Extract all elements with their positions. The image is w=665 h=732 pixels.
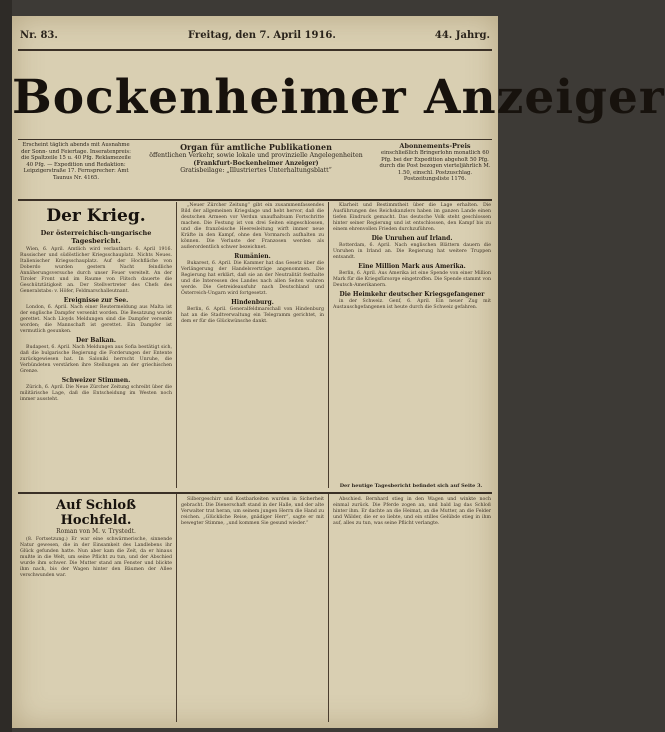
- organ-supplement: Gratisbeilage: „Illustriertes Unterhaltungsblatt“: [180, 167, 332, 175]
- war-subhead: Der österreichisch-ungarische Tagesbericht.: [40, 229, 152, 245]
- page-binding: [0, 0, 12, 732]
- swiss-subhead: Schweizer Stimmen.: [61, 377, 131, 384]
- prisoners-body: in der Schweiz. Genf, 6. April. Ein neuer Zug mit Austauschgefangenen ist heute durch die Schweiz gefahren.: [333, 299, 491, 310]
- balkan-body: Budapest, 6. April. Nach Meldungen aus Sofia bestätigt sich, daß die bulgarische Regierung die Forderungen der Entente zurückgewiesen hat. In Saloniki herrscht Unruhe, die Verbündeten verstärken ihre Stellungen an der griechischen Grenze.: [20, 345, 172, 374]
- column-divider: [176, 494, 177, 722]
- organ-body: öffentlichen Verkehr, sowie lokale und provinzielle Angelegenheiten: [149, 152, 363, 159]
- balkan-subhead: Der Balkan.: [75, 337, 116, 344]
- col2-body: „Neuer Zürcher Zeitung“ gibt ein zusammenfassendes Bild der allgemeinen Kriegslage und hebt hervor, daß die deutschen Armeen vor Verdun unaufhaltsam Fortschritte machen. Die Festung ist von drei Seiten eingeschlossen, und die französische Heeresleitung wirft immer neue Kräfte in den Kampf, ohne den Vormarsch aufhalten zu können. Die Verluste der Franzosen werden als außerordentlich schwer bezeichnet.: [181, 203, 324, 250]
- sea-body: London, 6. April. Nach einer Reutermeldung aus Malta ist der englische Dampfer versenkt worden. Die Besatzung wurde gerettet. Nach Lloyds Meldungen sind die Dampfer versenkt worden; die Mannschaft ist gerettet. Ein Dampfer ist vermutlich gesunken.: [20, 305, 172, 334]
- unrest-subhead: Die Unruhen auf Irland.: [371, 235, 453, 242]
- issue-number: Nr. 83.: [20, 30, 58, 41]
- publication-info-text: Erscheint täglich abends mit Ausnahme der Sonn- und Feiertage. Inseratenpreis: die Spaltzeile 15 u. 40 Pfg. Reklamezeile 40 Pfg. — Expedition und Redaktion: Leipzigerstraße 17. Fernsprecher: Amt Taunus Nr. 4165.: [21, 142, 131, 181]
- romania-subhead: Rumänien.: [234, 253, 271, 260]
- war-headline: Der Krieg.: [46, 206, 146, 226]
- masthead-title: Bockenheimer Anzeiger: [12, 70, 665, 125]
- col3-body: Klarheit und Bestimmtheit über die Lage erhalten. Die Ausführungen des Reichskanzlers haben im ganzen Lande einen tiefen Eindruck gemacht. Das deutsche Volk steht geschlossen hinter seiner Regierung und ist entschlossen, den Kampf bis zu einem ehrenvollen Frieden durchzuführen.: [333, 203, 491, 232]
- volume-number: 44. Jahrg.: [434, 30, 490, 41]
- serial-body: (8. Fortsetzung.) Er war eine schwärmerische, sinnende Natur gewesen, die in der Einsamkeit des Landlebens ihr Glück gefunden hatte. Nun aber kam die Zeit, da er hinaus mußte in die Welt, um seine Pflicht zu tun, und der Abschied wurde ihm schwer. Die Mutter stand am Fenster und blickte ihm nach, bis der Wagen hinter den Bäumen der Allee verschwunden war.: [20, 537, 172, 578]
- publication-info: [20, 142, 132, 196]
- war-situation-article: [181, 203, 324, 488]
- war-article: [20, 202, 172, 488]
- dateline: [18, 30, 492, 46]
- million-subhead: Eine Million Mark aus Amerika.: [358, 263, 466, 270]
- news-column: [333, 203, 491, 480]
- organ-info: [144, 142, 368, 196]
- column-divider: [176, 202, 177, 488]
- column-divider: [328, 202, 329, 488]
- subscription-title: Abonnements-Preis: [399, 142, 471, 150]
- hindenburg-body: Berlin, 6. April. Generalfeldmarschall von Hindenburg hat an die Stadtverwaltung ein Telegramm gerichtet, in dem er für die Glückwünsche dankt.: [181, 307, 324, 324]
- header-rule: [18, 49, 492, 51]
- subscription-info: [378, 142, 492, 196]
- serial-continuation: [333, 497, 491, 722]
- swiss-body: Zürich, 6. April. Die Neue Zürcher Zeitung schreibt über die militärische Lage, daß die Entscheidung im Westen noch immer aussteht.: [20, 385, 172, 402]
- serial-rule: [18, 492, 492, 494]
- column-divider: [328, 494, 329, 722]
- serial-col2-body: Silbergeschirr und Kostbarkeiten wurden in Sicherheit gebracht. Die Dienerschaft stand in der Halle, und der alte Verwalter trat heran, um seinem jungen Herrn die Hand zu reichen. „Glückliche Reise, gnädiger Herr“, sagte er mit bewegter Stimme, „und kommen Sie gesund wieder.“: [181, 497, 324, 526]
- sea-subhead: Ereignisse zur See.: [63, 297, 129, 304]
- page-reference-banner: Der heutige Tagesbericht befindet sich auf Seite 3.: [339, 483, 483, 489]
- subscription-body: einschließlich Bringerlohn monatlich 60 Pfg. bei der Expedition abgeholt 50 Pfg. durch die Post bezogen vierteljährlich M. 1.50, einschl. Postzuschlag. Postzeitungsliste 1176.: [379, 150, 491, 183]
- million-body: Berlin, 6. April. Aus Amerika ist eine Spende von einer Million Mark für die Kriegsfürsorge eingetroffen. Die Spende stammt von Deutsch-Amerikanern.: [333, 271, 491, 288]
- unrest-body: Rotterdam, 6. April. Nach englischen Blättern dauern die Unruhen in Irland an. Die Regierung hat weitere Truppen entsandt.: [333, 243, 491, 260]
- war-body: Wien, 6. April. Amtlich wird verlautbart: 6. April 1916. Russischer und südöstlicher Kriegsschauplatz. Nichts Neues. Italienischer Kriegsschauplatz. Auf der Hochfläche von Doberdo wurden gestern Nacht feindliche Annäherungsversuche durch unser Feuer vereitelt. An der Tiroler Front und im Raume von Flitsch dauerte die Geschütztätigkeit an. Der Stellvertreter des Chefs des Generalstabs: v. Höfer, Feldmarschalleutnant.: [20, 247, 172, 294]
- info-rule: [18, 199, 492, 201]
- newspaper-page: [12, 16, 665, 728]
- masthead-rule: [18, 139, 492, 140]
- romania-body: Bukarest, 6. April. Die Kammer hat das Gesetz über die Verlängerung der Handelsverträge angenommen. Die Regierung hat erklärt, daß sie an der Neutralität festhalte und die Interessen des Landes nach allen Seiten wahren werde. Die Getreideausfuhr nach Deutschland und Österreich-Ungarn wird fortgesetzt.: [181, 261, 324, 296]
- issue-date: Freitag, den 7. April 1916.: [188, 30, 336, 41]
- serial-continuation: [181, 497, 324, 722]
- serial-title: Auf Schloß Hochfeld.: [56, 498, 136, 528]
- prisoners-subhead: Die Heimkehr deutscher Kriegsgefangener: [339, 291, 485, 298]
- serial-col3-body: Abschied. Bernhard stieg in den Wagen und winkte noch einmal zurück. Die Pferde zogen an, und bald lag das Schloß hinter ihm. Er dachte an die Heimat, an die Mutter, an die Felder und Wälder, die er so liebte, und ein stilles Gelübde stieg in ihm auf, alles zu tun, was seine Pflicht verlangte.: [333, 497, 491, 526]
- serial-author: Roman von M. v. Trystedt.: [56, 528, 136, 535]
- hindenburg-subhead: Hindenburg.: [231, 299, 274, 306]
- organ-paper: (Frankfurt-Bockenheimer Anzeiger): [193, 159, 319, 167]
- serial-story: [20, 496, 172, 722]
- organ-title: Organ für amtliche Publikationen: [180, 142, 332, 152]
